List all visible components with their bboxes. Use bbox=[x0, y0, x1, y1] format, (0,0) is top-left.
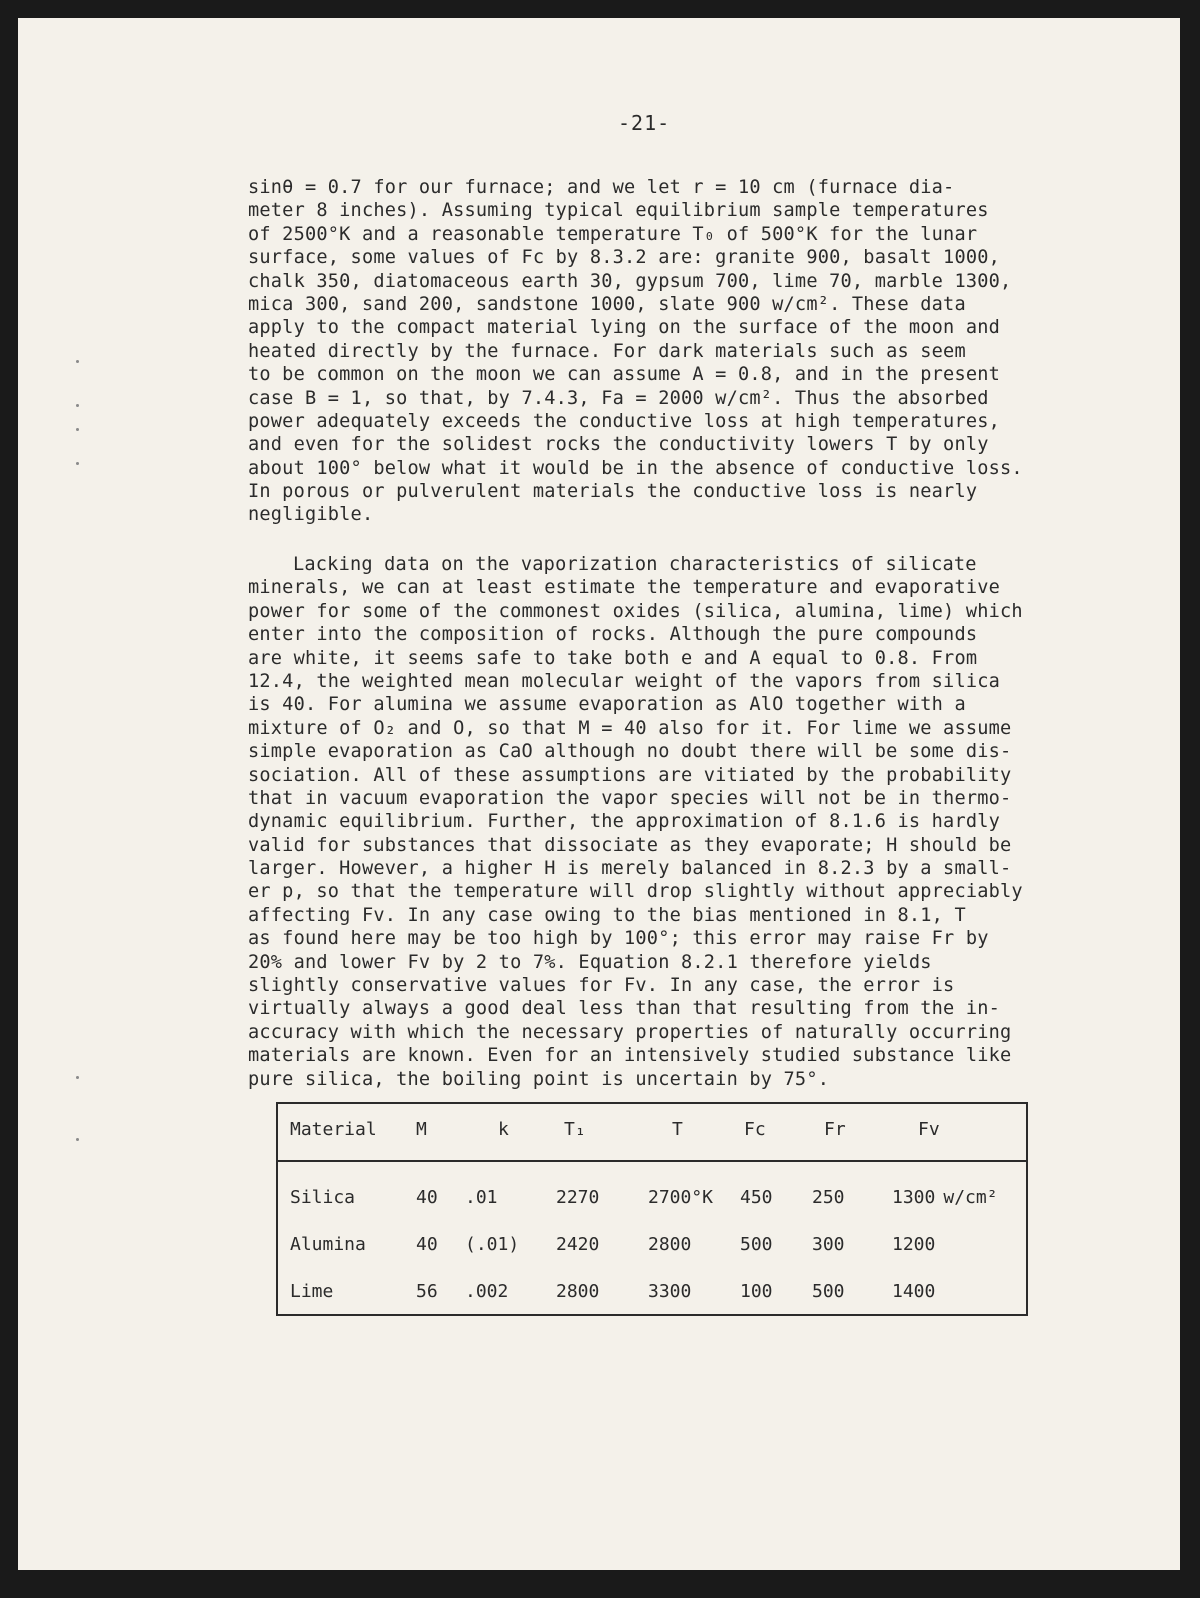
text-line: is 40. For alumina we assume evaporation as AlO together with a bbox=[248, 694, 966, 716]
table-header: k bbox=[498, 1119, 509, 1140]
page-number: -21- bbox=[618, 111, 671, 135]
text-line: as found here may be too high by 100°; this error may raise Fr by bbox=[248, 928, 989, 950]
text-line: minerals, we can at least estimate the temperature and evaporative bbox=[248, 577, 1001, 599]
table-cell-with-unit bbox=[892, 1187, 998, 1208]
text-line: to be common on the moon we can assume A = 0.8, and in the present bbox=[248, 364, 1001, 386]
text-line: mixture of O₂ and O, so that M = 40 also for it. For lime we assume bbox=[248, 717, 1012, 739]
table-cell: 3300 bbox=[648, 1281, 692, 1302]
table-cell: Silica bbox=[290, 1187, 356, 1208]
table-cell: 1300 bbox=[892, 1187, 936, 1208]
text-line: of 2500°K and a reasonable temperature T₀ of 500°K for the lunar bbox=[248, 223, 978, 245]
text-line: are white, it seems safe to take both e and A equal to 0.8. From bbox=[248, 647, 978, 669]
text-line: meter 8 inches). Assuming typical equilibrium sample temperatures bbox=[248, 200, 989, 222]
table-cell: 2700°K bbox=[648, 1187, 714, 1208]
table-cell: 450 bbox=[740, 1187, 773, 1208]
text-line: valid for substances that dissociate as they evaporate; H should be bbox=[248, 834, 1012, 856]
table-cell: .01 bbox=[465, 1187, 498, 1208]
table-header: Fr bbox=[824, 1119, 846, 1140]
table-cell: 2800 bbox=[556, 1281, 600, 1302]
table-header: M bbox=[416, 1119, 427, 1140]
text-line: affecting Fv. In any case owing to the bias mentioned in 8.1, T bbox=[248, 904, 966, 926]
text-line: In porous or pulverulent materials the conductive loss is nearly bbox=[248, 481, 978, 503]
text-line: case B = 1, so that, by 7.4.3, Fa = 2000 w/cm². Thus the absorbed bbox=[248, 387, 989, 409]
binder-hole-mark bbox=[76, 404, 79, 407]
text-line: and even for the solidest rocks the conductivity lowers T by only bbox=[248, 434, 989, 456]
table-cell: 2800 bbox=[648, 1234, 692, 1255]
table-cell: Lime bbox=[290, 1281, 334, 1302]
text-line: apply to the compact material lying on the surface of the moon and bbox=[248, 317, 1001, 339]
text-line: simple evaporation as CaO although no doubt there will be some dis- bbox=[248, 741, 1012, 763]
text-line: heated directly by the furnace. For dark materials such as seem bbox=[248, 340, 966, 362]
text-line: Lacking data on the vaporization characteristics of silicate bbox=[293, 554, 977, 575]
binder-hole-mark bbox=[76, 428, 79, 431]
table-divider bbox=[278, 1160, 1026, 1162]
text-line: about 100° below what it would be in the absence of conductive loss. bbox=[248, 457, 1023, 479]
binder-hole-mark bbox=[76, 1076, 79, 1079]
text-line: that in vacuum evaporation the vapor species will not be in thermo- bbox=[248, 787, 1012, 809]
unit-label: w/cm² bbox=[943, 1187, 998, 1208]
table-cell: 300 bbox=[812, 1234, 845, 1255]
binder-hole-mark bbox=[76, 1138, 79, 1141]
table-cell: 2270 bbox=[556, 1187, 600, 1208]
table-cell: 500 bbox=[812, 1281, 845, 1302]
text-line: mica 300, sand 200, sandstone 1000, slate 900 w/cm². These data bbox=[248, 293, 966, 315]
table-cell: 1200 bbox=[892, 1234, 936, 1255]
table-cell: 500 bbox=[740, 1234, 773, 1255]
table-header: Fv bbox=[918, 1119, 940, 1140]
table-header: Fc bbox=[744, 1119, 766, 1140]
text-line: accuracy with which the necessary properties of naturally occurring bbox=[248, 1021, 1012, 1043]
text-line: surface, some values of Fc by 8.3.2 are: granite 900, basalt 1000, bbox=[248, 247, 1001, 269]
text-line: slightly conservative values for Fv. In any case, the error is bbox=[248, 975, 955, 997]
data-table bbox=[276, 1102, 1028, 1316]
text-line: larger. However, a higher H is merely balanced in 8.2.3 by a small- bbox=[248, 858, 1012, 880]
text-line: dynamic equilibrium. Further, the approximation of 8.1.6 is hardly bbox=[248, 811, 1001, 833]
table-cell: 40 bbox=[416, 1234, 438, 1255]
text-line: sociation. All of these assumptions are vitiated by the probability bbox=[248, 764, 1012, 786]
text-line: chalk 350, diatomaceous earth 30, gypsum 700, lime 70, marble 1300, bbox=[248, 270, 1012, 292]
text-line: power adequately exceeds the conductive loss at high temperatures, bbox=[248, 410, 1001, 432]
text-line: er p, so that the temperature will drop slightly without appreciably bbox=[248, 881, 1023, 903]
text-line: negligible. bbox=[248, 504, 374, 526]
document-page bbox=[18, 18, 1180, 1570]
table-cell: .002 bbox=[465, 1281, 509, 1302]
text-line: materials are known. Even for an intensively studied substance like bbox=[248, 1045, 1012, 1067]
table-cell: 250 bbox=[812, 1187, 845, 1208]
table-header: T bbox=[672, 1119, 683, 1140]
paragraph-2 bbox=[248, 553, 1048, 1091]
table-header: Material bbox=[290, 1119, 377, 1140]
table-cell: 100 bbox=[740, 1281, 773, 1302]
table-cell: 1400 bbox=[892, 1281, 936, 1302]
paragraph-1 bbox=[248, 176, 1048, 527]
text-line: pure silica, the boiling point is uncertain by 75°. bbox=[248, 1068, 830, 1090]
table-cell: 2420 bbox=[556, 1234, 600, 1255]
table-cell: (.01) bbox=[465, 1234, 520, 1255]
table-header: T₁ bbox=[564, 1119, 586, 1140]
table-cell: 56 bbox=[416, 1281, 438, 1302]
table-cell: 40 bbox=[416, 1187, 438, 1208]
text-line: 12.4, the weighted mean molecular weight of the vapors from silica bbox=[248, 670, 1001, 692]
text-line: power for some of the commonest oxides (silica, alumina, lime) which bbox=[248, 600, 1023, 622]
text-line: 20% and lower Fv by 2 to 7%. Equation 8.2.1 therefore yields bbox=[248, 951, 932, 973]
table-cell: Alumina bbox=[290, 1234, 366, 1255]
text-line: sinθ = 0.7 for our furnace; and we let r = 10 cm (furnace dia- bbox=[248, 177, 955, 198]
binder-hole-mark bbox=[76, 462, 79, 465]
binder-hole-mark bbox=[76, 360, 79, 363]
text-line: enter into the composition of rocks. Although the pure compounds bbox=[248, 624, 978, 646]
text-line: virtually always a good deal less than that resulting from the in- bbox=[248, 998, 1001, 1020]
